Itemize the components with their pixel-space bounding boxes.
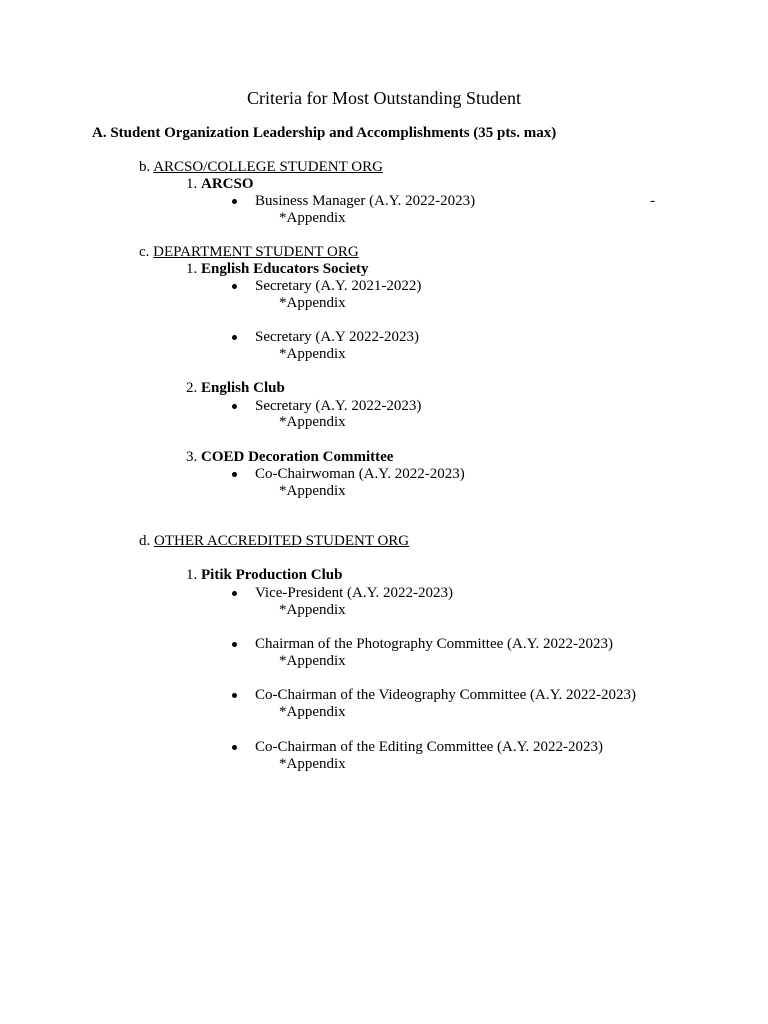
org-item: [186, 261, 369, 278]
org-item: [186, 567, 342, 584]
role-trailing-mark: -: [650, 193, 655, 209]
role-item: Secretary (A.Y 2022-2023): [255, 329, 419, 345]
group-b-heading: [139, 159, 383, 176]
bullet-icon: [232, 199, 237, 204]
role-item: Co-Chairman of the Editing Committee (A.Y. 2022-2023): [255, 739, 604, 755]
appendix-note: *Appendix: [279, 346, 346, 362]
appendix-note: *Appendix: [279, 210, 346, 226]
org-number: 1.: [186, 261, 198, 277]
bullet-icon: [232, 642, 237, 647]
appendix-note: *Appendix: [279, 295, 346, 311]
group-d-heading: [139, 533, 409, 550]
role-item: Co-Chairman of the Videography Committee (A.Y. 2022-2023): [255, 687, 636, 703]
org-item: [186, 176, 254, 193]
role-item: Vice-President (A.Y. 2022-2023): [255, 585, 453, 601]
org-name: ARCSO: [201, 176, 254, 192]
group-d-title: OTHER ACCREDITED STUDENT ORG: [154, 533, 410, 549]
group-b-title: ARCSO/COLLEGE STUDENT ORG: [153, 159, 383, 175]
org-name: English Club: [201, 380, 285, 396]
appendix-note: *Appendix: [279, 653, 346, 669]
appendix-note: *Appendix: [279, 756, 346, 772]
bullet-icon: [232, 284, 237, 289]
group-c-letter: c.: [139, 244, 150, 260]
org-name: Pitik Production Club: [201, 567, 343, 583]
role-item: Secretary (A.Y. 2022-2023): [255, 398, 422, 414]
group-b-letter: b.: [139, 159, 151, 175]
bullet-icon: [232, 472, 237, 477]
bullet-icon: [232, 335, 237, 340]
appendix-note: *Appendix: [279, 483, 346, 499]
org-number: 3.: [186, 449, 198, 465]
role-item: Co-Chairwoman (A.Y. 2022-2023): [255, 466, 465, 482]
document-title: Criteria for Most Outstanding Student: [247, 88, 521, 108]
appendix-note: *Appendix: [279, 704, 346, 720]
bullet-icon: [232, 404, 237, 409]
bullet-icon: [232, 693, 237, 698]
org-name: English Educators Society: [201, 261, 369, 277]
role-item: Business Manager (A.Y. 2022-2023): [255, 193, 476, 209]
role-item: Chairman of the Photography Committee (A.Y. 2022-2023): [255, 636, 614, 652]
org-item: [186, 380, 285, 397]
org-number: 2.: [186, 380, 198, 396]
group-c-title: DEPARTMENT STUDENT ORG: [153, 244, 359, 260]
role-item: Secretary (A.Y. 2021-2022): [255, 278, 422, 294]
group-d-letter: d.: [139, 533, 151, 549]
org-number: 1.: [186, 176, 198, 192]
appendix-note: *Appendix: [279, 602, 346, 618]
group-c-heading: [139, 244, 359, 261]
org-number: 1.: [186, 567, 198, 583]
appendix-note: *Appendix: [279, 414, 346, 430]
bullet-icon: [232, 745, 237, 750]
org-item: [186, 449, 393, 466]
bullet-icon: [232, 591, 237, 596]
section-a-heading: A. Student Organization Leadership and Accomplishments (35 pts. max): [92, 125, 557, 141]
org-name: COED Decoration Committee: [201, 449, 394, 465]
